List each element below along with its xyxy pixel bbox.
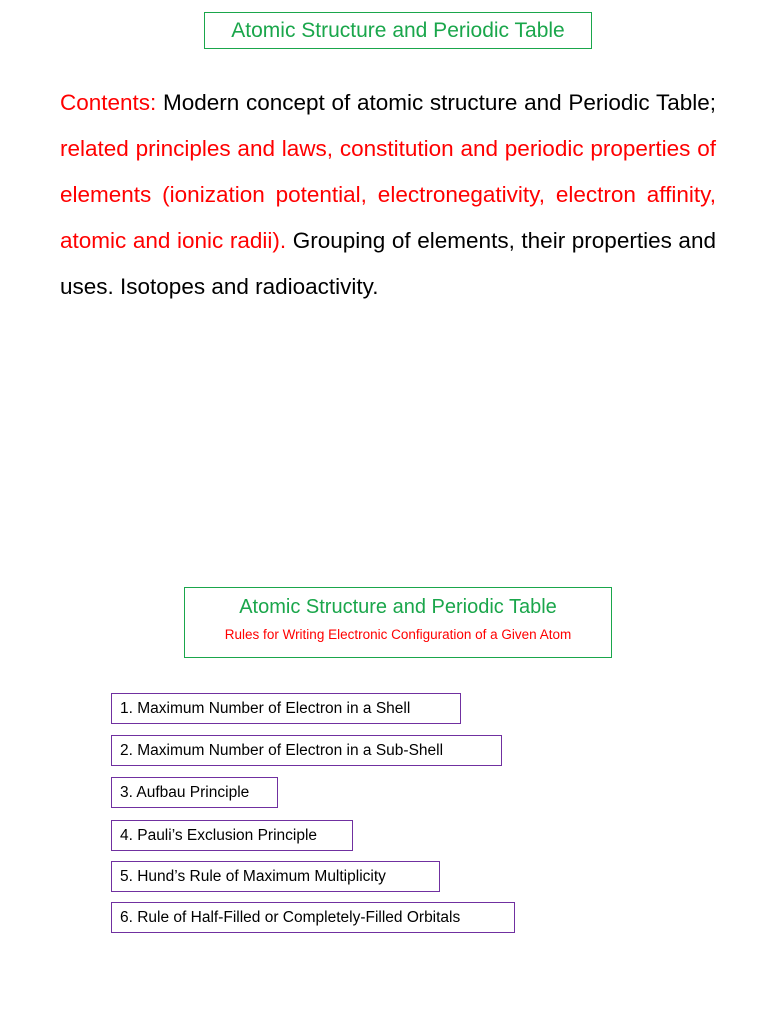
contents-part3: Grouping of elements, their properties and uses. Isotopes and radioactivity. bbox=[60, 228, 716, 299]
rule-item-4: 4. Pauli’s Exclusion Principle bbox=[111, 820, 353, 851]
slide2-title: Atomic Structure and Periodic Table bbox=[239, 596, 557, 618]
rule-item-5: 5. Hund’s Rule of Maximum Multiplicity bbox=[111, 861, 440, 892]
rule-item-2: 2. Maximum Number of Electron in a Sub-Shell bbox=[111, 735, 502, 766]
contents-part1: Modern concept of atomic structure and Periodic Table; bbox=[163, 90, 716, 115]
slide1-title: Atomic Structure and Periodic Table bbox=[231, 18, 565, 42]
contents-label: Contents: bbox=[60, 90, 157, 115]
slide2-subtitle: Rules for Writing Electronic Configuration of a Given Atom bbox=[224, 627, 572, 642]
contents-part2: related principles and laws, constitution and periodic properties of elements (ionization potential, electronegativity, electron affinity, atomic and ionic radii). bbox=[60, 136, 716, 253]
contents-paragraph bbox=[60, 80, 716, 310]
rule-item-3: 3. Aufbau Principle bbox=[111, 777, 278, 808]
slide2-title-box bbox=[184, 587, 612, 658]
slide1-title-box bbox=[204, 12, 592, 49]
rule-item-6: 6. Rule of Half-Filled or Completely-Filled Orbitals bbox=[111, 902, 515, 933]
rule-item-1: 1. Maximum Number of Electron in a Shell bbox=[111, 693, 461, 724]
